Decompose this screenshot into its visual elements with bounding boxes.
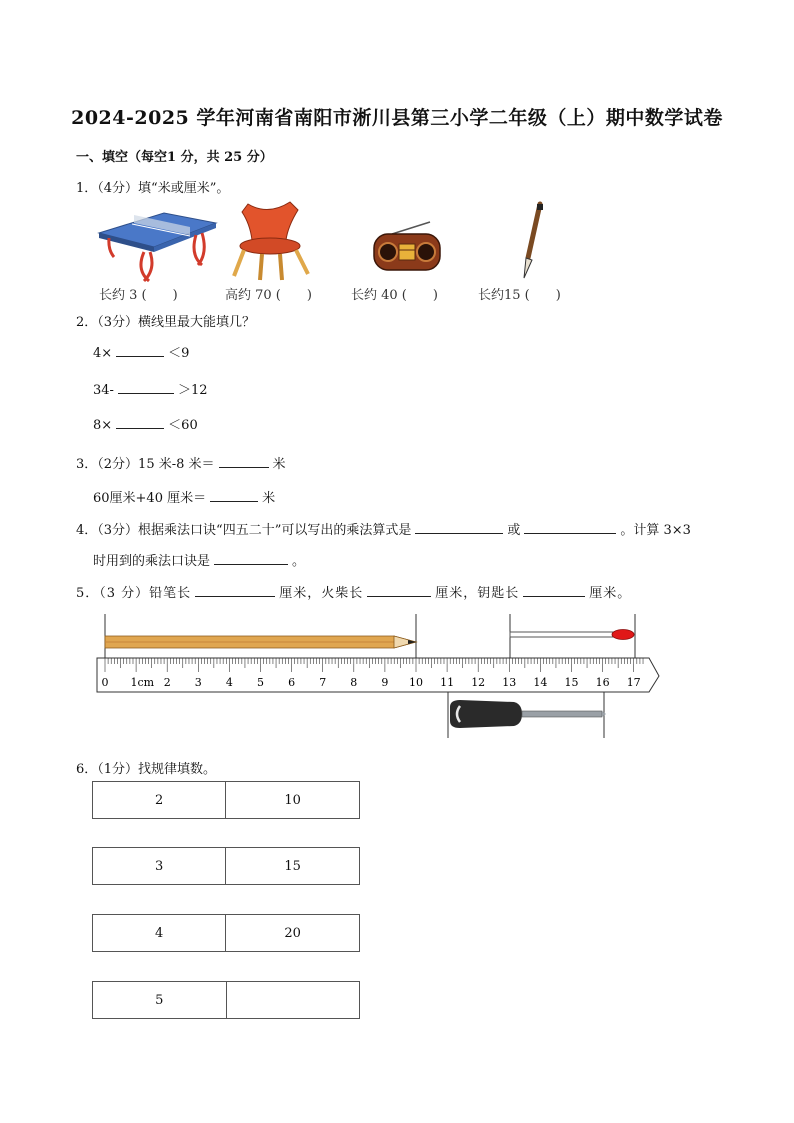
- q5-stem: [76, 582, 631, 601]
- ruler-number: 3: [194, 676, 202, 689]
- q4-part-2: 或: [507, 523, 521, 538]
- table-cell: 5: [93, 982, 227, 1019]
- q1-item-1: 长约 3 ( ): [99, 288, 178, 303]
- q4-part-4: 时用到的乘法口诀是: [93, 554, 211, 569]
- q2-line-2-post: ＞12: [177, 383, 208, 398]
- ruler-number: 11: [440, 676, 455, 689]
- section-heading: 一、填空（每空1 分，共 25 分）: [76, 150, 273, 165]
- answer-blank[interactable]: [214, 552, 288, 565]
- q4-part-1: 4．（3分）根据乘法口诀“四五二十”可以写出的乘法算式是: [76, 523, 412, 538]
- pattern-table-2: [92, 847, 360, 885]
- ruler-number: 9: [381, 676, 389, 689]
- ruler-number: 16: [595, 676, 610, 689]
- q1-stem: 1．（4分）填“米或厘米”。: [76, 181, 230, 196]
- answer-blank[interactable]: [118, 381, 174, 394]
- q3-line-2: [93, 487, 275, 506]
- radio-image: [372, 220, 444, 272]
- answer-blank[interactable]: [210, 489, 258, 502]
- ruler-number: 8: [350, 676, 358, 689]
- q3-line-2-post: 米: [262, 491, 276, 506]
- ruler-number: 15: [564, 676, 579, 689]
- answer-blank[interactable]: [195, 584, 275, 597]
- q2-line-3-pre: 8×: [93, 418, 113, 433]
- q2-line-1: [93, 342, 189, 361]
- q4-part-3: 。计算 3×3: [620, 523, 691, 538]
- ruler-number: 14: [533, 676, 548, 689]
- q5-part-2: 厘米，火柴长: [279, 586, 364, 601]
- ruler-number: 13: [502, 676, 517, 689]
- table-cell: 3: [93, 848, 226, 885]
- answer-blank[interactable]: [523, 584, 585, 597]
- q2-line-2: [93, 379, 207, 398]
- q2-line-1-pre: 4×: [93, 346, 113, 361]
- pattern-table-4: [92, 981, 360, 1019]
- ruler-number: 12: [471, 676, 486, 689]
- table-cell: 2: [93, 782, 226, 819]
- answer-blank[interactable]: [524, 521, 616, 534]
- q1-item-3: 长约 40 ( ): [351, 288, 438, 303]
- brush-image: [510, 200, 550, 280]
- q4-part-5: 。: [292, 554, 306, 569]
- ruler-unit-label: 1cm: [130, 676, 155, 689]
- ruler-number: 5: [257, 676, 264, 689]
- q4-line-2: [93, 550, 305, 569]
- chair-image: [228, 200, 313, 282]
- q5-part-4: 厘米。: [589, 586, 632, 601]
- ruler-number: 17: [626, 676, 641, 689]
- q1-item-4: 长约15 ( ): [478, 288, 561, 303]
- table-cell: 20: [226, 915, 360, 952]
- answer-blank[interactable]: [116, 416, 164, 429]
- q6-stem: 6．（1分）找规律填数。: [76, 762, 217, 777]
- page-title: 2024-2025 学年河南省南阳市淅川县第三小学二年级（上）期中数学试卷: [71, 107, 723, 129]
- q2-line-3: [93, 414, 198, 433]
- answer-blank[interactable]: [367, 584, 431, 597]
- table-cell: 10: [226, 782, 360, 819]
- table-cell: 15: [226, 848, 360, 885]
- pattern-table-1: [92, 781, 360, 819]
- ruler-number: 7: [319, 676, 327, 689]
- q3-line-2-pre: 60厘米+40 厘米＝: [93, 491, 207, 506]
- q3-line-1: [76, 453, 286, 472]
- table-cell: 4: [93, 915, 226, 952]
- q5-part-1: 5．（3 分）铅笔长: [76, 586, 192, 601]
- ruler-number: 4: [225, 676, 233, 689]
- q3-line-1-pre: 3．（2分）15 米-8 米＝: [76, 457, 215, 472]
- match-image: [510, 632, 622, 637]
- pattern-table-3: [92, 914, 360, 952]
- answer-blank[interactable]: [116, 344, 164, 357]
- ruler-number: 6: [288, 676, 296, 689]
- ruler-figure: [94, 610, 664, 742]
- pingpong-table-image: [94, 205, 219, 285]
- q2-line-3-post: ＜60: [168, 418, 198, 433]
- q3-line-1-post: 米: [272, 457, 286, 472]
- q2-stem: 2．（3分）横线里最大能填几？: [76, 315, 256, 330]
- q1-item-2: 高约 70 ( ): [225, 288, 312, 303]
- q2-line-2-pre: 34-: [93, 383, 114, 398]
- answer-blank[interactable]: [415, 521, 503, 534]
- ruler-number: 0: [101, 676, 109, 689]
- q5-part-3: 厘米，钥匙长: [435, 586, 520, 601]
- q4-line-1: [76, 519, 691, 538]
- q2-line-1-post: ＜9: [168, 346, 190, 361]
- ruler-number: 10: [409, 676, 423, 689]
- answer-blank[interactable]: [219, 455, 269, 468]
- answer-cell[interactable]: [226, 982, 359, 1019]
- key-image: [450, 700, 522, 728]
- ruler-number: 2: [163, 676, 171, 689]
